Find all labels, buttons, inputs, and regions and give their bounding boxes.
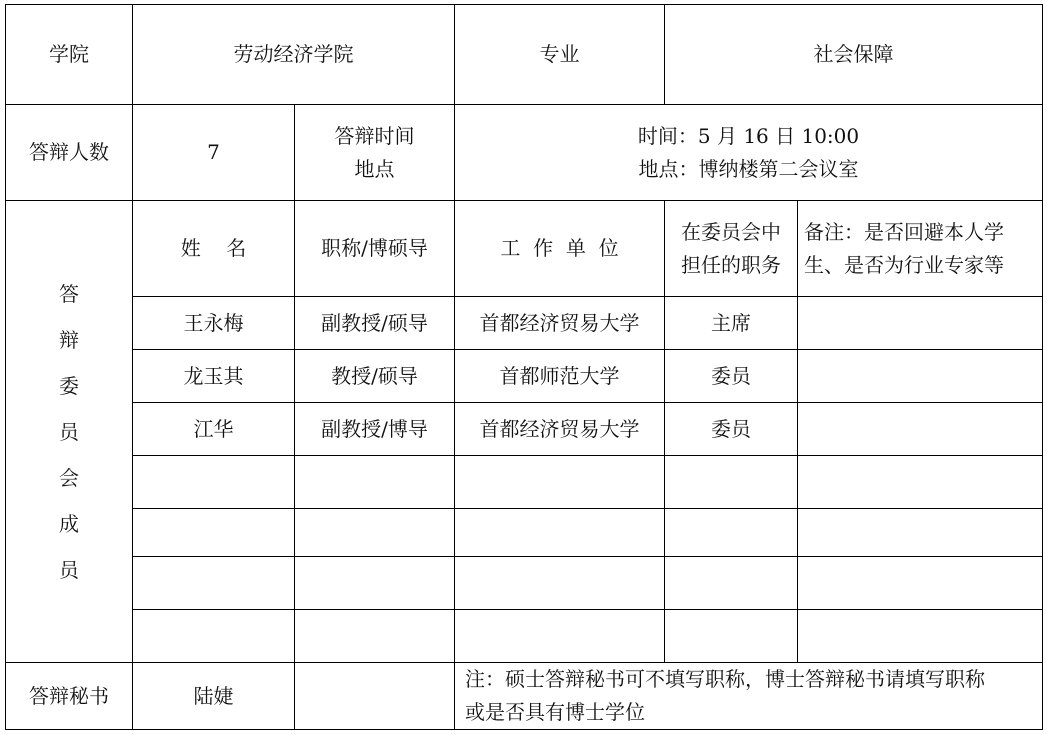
defense-count-label: 答辩人数 — [6, 105, 133, 201]
member-role — [665, 610, 798, 663]
committee-label-char: 员 — [59, 557, 79, 582]
committee-label-char: 辩 — [59, 327, 79, 352]
member-note — [798, 610, 1043, 663]
college-row — [6, 5, 1043, 105]
member-note — [798, 350, 1043, 403]
committee-header-row — [6, 201, 1043, 297]
member-title — [295, 610, 455, 663]
member-note — [798, 557, 1043, 610]
secretary-note — [455, 663, 1043, 730]
member-unit: 首都经济贸易大学 — [455, 297, 665, 350]
member-name: 王永梅 — [133, 297, 295, 350]
member-title — [295, 509, 455, 557]
header-note — [798, 201, 1043, 297]
member-unit — [455, 557, 665, 610]
defense-committee-form — [5, 4, 1043, 730]
table-row — [6, 456, 1043, 509]
secretary-note-line2: 或是否具有博士学位 — [465, 700, 645, 724]
member-name — [133, 456, 295, 509]
member-unit — [455, 610, 665, 663]
member-title: 副教授/硕导 — [295, 297, 455, 350]
member-note — [798, 403, 1043, 456]
secretary-title — [295, 663, 455, 730]
table-row — [6, 557, 1043, 610]
member-name: 江华 — [133, 403, 295, 456]
committee-label-char: 答 — [59, 281, 79, 306]
header-unit: 工 作 单 位 — [455, 201, 665, 297]
member-note — [798, 456, 1043, 509]
member-role — [665, 509, 798, 557]
member-unit: 首都师范大学 — [455, 350, 665, 403]
member-role: 委员 — [665, 350, 798, 403]
member-note — [798, 297, 1043, 350]
table-row — [6, 610, 1043, 663]
college-value: 劳动经济学院 — [133, 5, 455, 105]
committee-label-char: 委 — [59, 373, 79, 398]
secretary-name: 陆婕 — [133, 663, 295, 730]
major-label: 专业 — [455, 5, 665, 105]
committee-vertical-label — [6, 201, 133, 663]
table-row — [6, 297, 1043, 350]
header-note-line1: 备注：是否回避本人学 — [804, 219, 1004, 244]
secretary-note-line1: 注：硕士答辩秘书可不填写职称，博士答辩秘书请填写职称 — [465, 667, 985, 691]
major-value: 社会保障 — [665, 5, 1043, 105]
secretary-label: 答辩秘书 — [6, 663, 133, 730]
member-name: 龙玉其 — [133, 350, 295, 403]
defense-place: 地点：博纳楼第二会议室 — [638, 156, 859, 181]
header-role — [665, 201, 798, 297]
time-place-label — [295, 105, 455, 201]
committee-label-char: 员 — [59, 419, 79, 444]
time-place-label-line1: 答辩时间 — [334, 123, 415, 148]
member-note — [798, 509, 1043, 557]
member-role: 主席 — [665, 297, 798, 350]
member-role — [665, 557, 798, 610]
defense-count-value: 7 — [133, 105, 295, 201]
member-name — [133, 557, 295, 610]
table-row — [6, 350, 1043, 403]
table-row — [6, 403, 1043, 456]
header-name: 姓 名 — [133, 201, 295, 297]
member-title — [295, 557, 455, 610]
table-row — [6, 509, 1043, 557]
committee-label-char: 成 — [59, 511, 79, 536]
member-title: 教授/硕导 — [295, 350, 455, 403]
header-role-line1: 在委员会中 — [681, 219, 781, 244]
defense-time: 时间：5 月 16 日 10:00 — [637, 123, 860, 148]
header-note-line2: 生、是否为行业专家等 — [804, 252, 1004, 277]
committee-label-char: 会 — [59, 465, 79, 490]
time-place-value — [455, 105, 1043, 201]
header-title: 职称/博硕导 — [295, 201, 455, 297]
member-title — [295, 456, 455, 509]
defense-info-row — [6, 105, 1043, 201]
member-unit — [455, 456, 665, 509]
college-label: 学院 — [6, 5, 133, 105]
member-name — [133, 610, 295, 663]
member-title: 副教授/博导 — [295, 403, 455, 456]
member-role — [665, 456, 798, 509]
member-role: 委员 — [665, 403, 798, 456]
secretary-row — [6, 663, 1043, 730]
member-name — [133, 509, 295, 557]
time-place-label-line2: 地点 — [354, 156, 395, 181]
member-unit: 首都经济贸易大学 — [455, 403, 665, 456]
header-role-line2: 担任的职务 — [681, 252, 781, 277]
member-unit — [455, 509, 665, 557]
